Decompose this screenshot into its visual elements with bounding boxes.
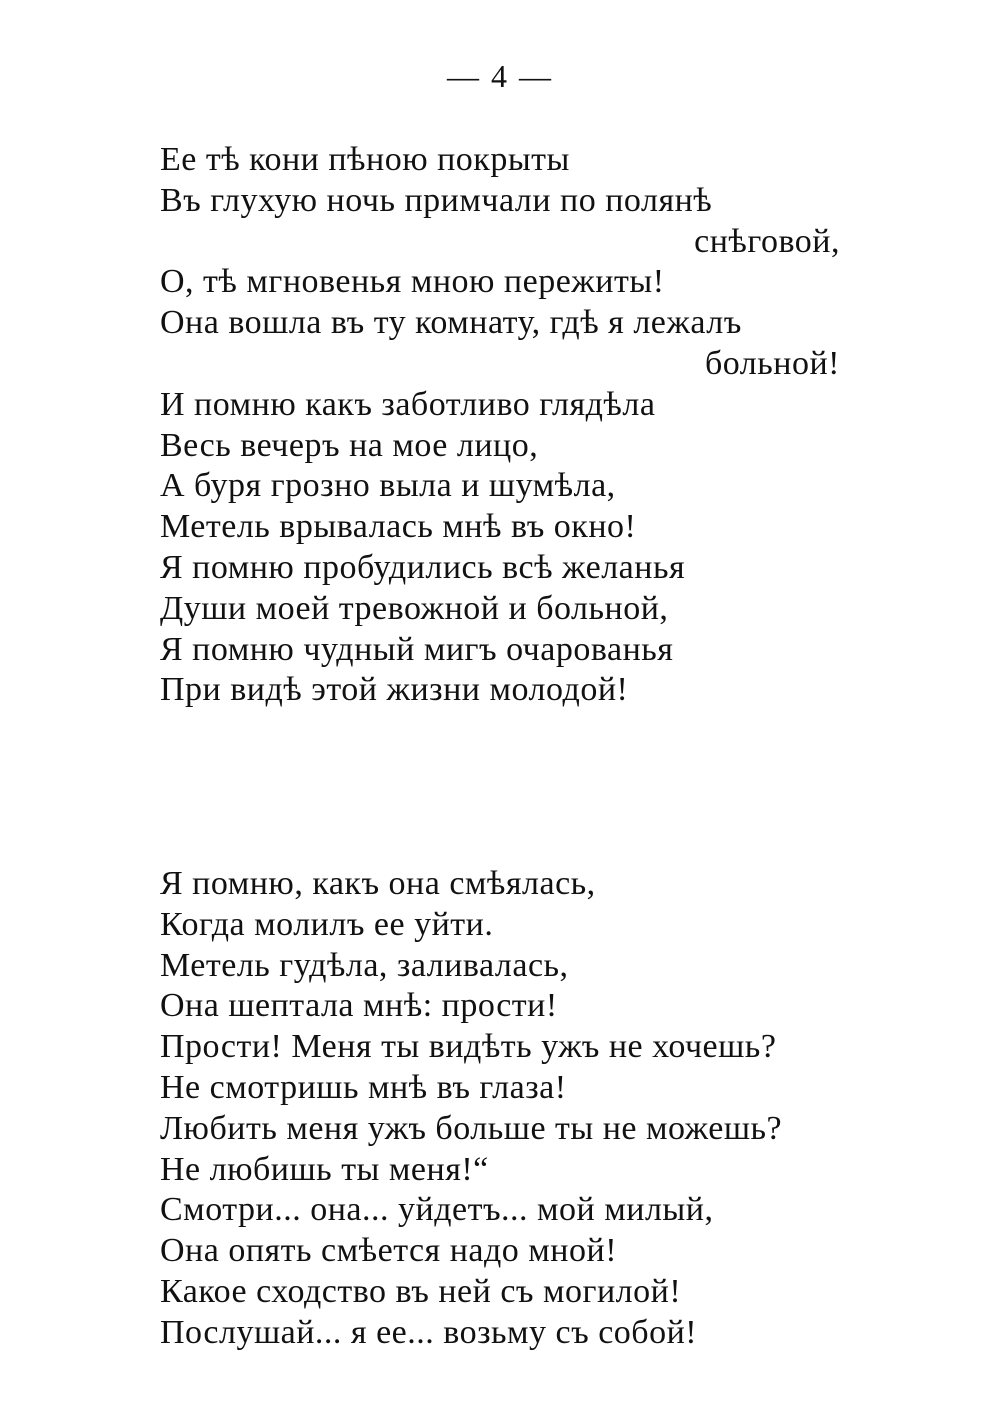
poem-line: Не любишь ты меня!“ — [160, 1150, 489, 1188]
poem-line: Прости! Меня ты видѣть ужъ не хочешь? — [160, 1028, 777, 1066]
poem-line: Я помню пробудились всѣ желанья — [160, 548, 686, 586]
stanza-1 — [160, 140, 840, 711]
poem-line: Ее тѣ кони пѣною покрыты — [160, 141, 570, 178]
page-number: — 4 — — [447, 58, 553, 94]
poem-line: Любить меня ужъ больше ты не можешь? — [160, 1109, 783, 1147]
poem-line: Она шептала мнѣ: прости! — [160, 987, 558, 1025]
poem-line: Послушай... я ее... возьму съ собой! — [160, 1313, 698, 1351]
poem-line: Какое сходство въ ней съ могилой! — [160, 1272, 682, 1310]
poem-line: И помню какъ заботливо глядѣла — [160, 385, 656, 423]
poem-line: Въ глухую ночь примчали по полянѣ — [160, 181, 713, 219]
stanza-2 — [160, 864, 840, 1354]
poem-line-continuation: снѣговой, — [694, 222, 840, 260]
poem-line: Я помню чудный мигъ очарованья — [160, 630, 674, 668]
poem-line: Я помню, какъ она смѣялась, — [160, 865, 596, 902]
poem-line: Смотри... она... уйдетъ... мой милый, — [160, 1191, 714, 1229]
poem-line: Она опять смѣется надо мной! — [160, 1232, 618, 1270]
poem-line: Души моей тревожной и больной, — [160, 589, 669, 627]
poem-line: Она вошла въ ту комнату, гдѣ я лежалъ — [160, 304, 742, 342]
poem-line: Весь вечеръ на мое лицо, — [160, 426, 539, 464]
poem-line: Метель гудѣла, заливалась, — [160, 946, 569, 984]
poem-line: Не смотришь мнѣ въ глаза! — [160, 1068, 567, 1106]
poem-line: При видѣ этой жизни молодой! — [160, 671, 629, 709]
poem-line: Когда молилъ ее уйти. — [160, 905, 494, 943]
poem-line: А буря грозно выла и шумѣла, — [160, 467, 616, 505]
poem-line: О, тѣ мгновенья мною пережиты! — [160, 263, 665, 301]
poem-line-continuation: больной! — [704, 344, 840, 382]
poem-line: Метель врывалась мнѣ въ окно! — [160, 508, 637, 546]
